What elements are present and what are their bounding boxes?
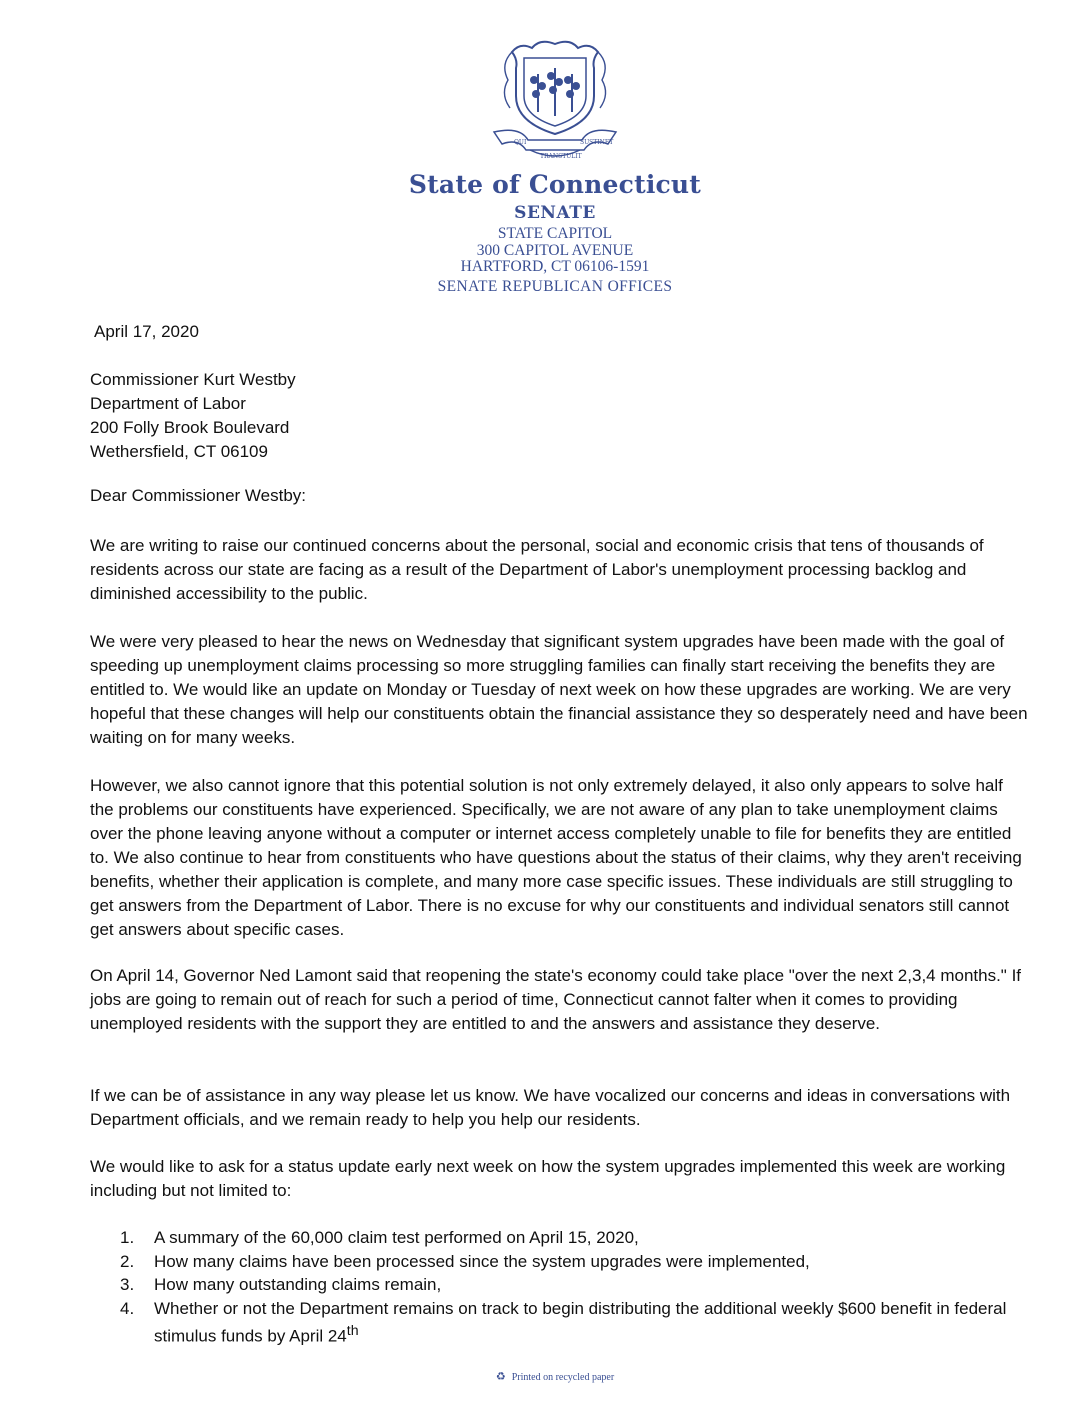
list-item-number: 2.	[120, 1251, 135, 1271]
recipient-address	[90, 368, 296, 464]
list-item-text: How many outstanding claims remain,	[154, 1275, 442, 1294]
letter-date: April 17, 2020	[94, 322, 199, 341]
address-line-3: HARTFORD, CT 06106-1591	[460, 258, 650, 275]
footer-text: Printed on recycled paper	[511, 1372, 615, 1383]
state-name: State of Connecticut	[408, 170, 702, 199]
letterhead	[0, 34, 1088, 295]
paragraph-1	[90, 534, 1030, 606]
paragraph-3-text: However, we also cannot ignore that this potential solution is not only extremely delayed, it also only appears to solve half the problems our constituents have experienced. Specifically, we are not aware of any plan to take unemployment claims over the phone leaving anyone without a computer or internet access completely unable to file for benefits they are entitled to. We also continue to hear from constituents who have questions about the status of their claims, why they aren't receiving benefits, whether their application is complete, and many more case specific issues. These individuals are still struggling to get answers from the Department of Labor. There is no excuse for why our constituents and individual senators still cannot get answers about specific cases.	[90, 776, 1022, 939]
recipient-street: 200 Folly Brook Boulevard	[90, 418, 290, 437]
recipient-name: Commissioner Kurt Westby	[90, 370, 296, 389]
list-item-number: 1.	[120, 1228, 135, 1247]
list-item-text: A summary of the 60,000 claim test performed on April 15, 2020,	[154, 1228, 639, 1247]
list-item-text: How many claims have been processed since the system upgrades were implemented,	[154, 1251, 810, 1271]
paragraph-6-text: We would like to ask for a status update early next week on how the system upgrades implemented this week are working including but not limited to:	[90, 1157, 1006, 1200]
recycle-icon: ♻	[495, 1371, 506, 1383]
request-list	[120, 1226, 1030, 1348]
connecticut-seal-icon	[480, 34, 630, 164]
list-item-text: Whether or not the Department remains on track to begin distributing the additional weekly $600 benefit in federal stimulus funds by April 24	[154, 1298, 1007, 1346]
list-item	[120, 1297, 1030, 1349]
address-line-2: 300 CAPITOL AVENUE	[476, 241, 634, 259]
seal-motto-middle: TRANSTULIT	[540, 153, 582, 160]
list-item-superscript: th	[346, 1323, 359, 1339]
seal-motto-left: QUI	[514, 139, 527, 146]
salutation: Dear Commissioner Westby:	[90, 486, 307, 505]
list-item	[120, 1273, 1030, 1297]
paragraph-4	[90, 964, 1030, 1036]
paragraph-5	[90, 1084, 1030, 1132]
paragraph-4-text: On April 14, Governor Ned Lamont said that reopening the state's economy could take place "over the next 2,3,4 months." If jobs are going to remain out of reach for such a period of time, Connecticut cannot falter when it comes to providing unemployed residents with the support they are entitled to and the answers and assistance they deserve.	[90, 966, 1022, 1033]
paragraph-1-text: We are writing to raise our continued concerns about the personal, social and economic crisis that tens of thousands of residents across our state are facing as a result of the Department of Labor's unemployment processing backlog and diminished accessibility to the public.	[90, 536, 984, 603]
list-item-number: 3.	[120, 1275, 135, 1294]
address-line-1: STATE CAPITOL	[497, 225, 613, 242]
seal-motto-right: SUSTINET	[580, 139, 614, 146]
list-item	[120, 1250, 1030, 1274]
paragraph-2-text: We were very pleased to hear the news on Wednesday that significant system upgrades have been made with the goal of speeding up unemployment claims processing so more struggling families can finally start receiving the benefits they are entitled to. We would like an update on Monday or Tuesday of next week on how these upgrades are working. We are very hopeful that these changes will help our constituents obtain the financial assistance they so desperately need and have been waiting on for many weeks.	[90, 632, 1028, 747]
paragraph-5-text: If we can be of assistance in any way please let us know. We have vocalized our concerns and ideas in conversations with Department officials, and we remain ready to help you help our residents.	[90, 1086, 1011, 1129]
list-item	[120, 1226, 1030, 1250]
footer	[0, 1370, 1088, 1383]
recipient-city: Wethersfield, CT 06109	[90, 442, 268, 461]
paragraph-6	[90, 1155, 1030, 1203]
paragraph-2	[90, 630, 1030, 750]
paragraph-3	[90, 774, 1030, 942]
recipient-department: Department of Labor	[90, 394, 246, 413]
list-item-number: 4.	[120, 1298, 135, 1318]
chamber-name: SENATE	[514, 203, 596, 223]
office-name: SENATE REPUBLICAN OFFICES	[437, 277, 673, 295]
